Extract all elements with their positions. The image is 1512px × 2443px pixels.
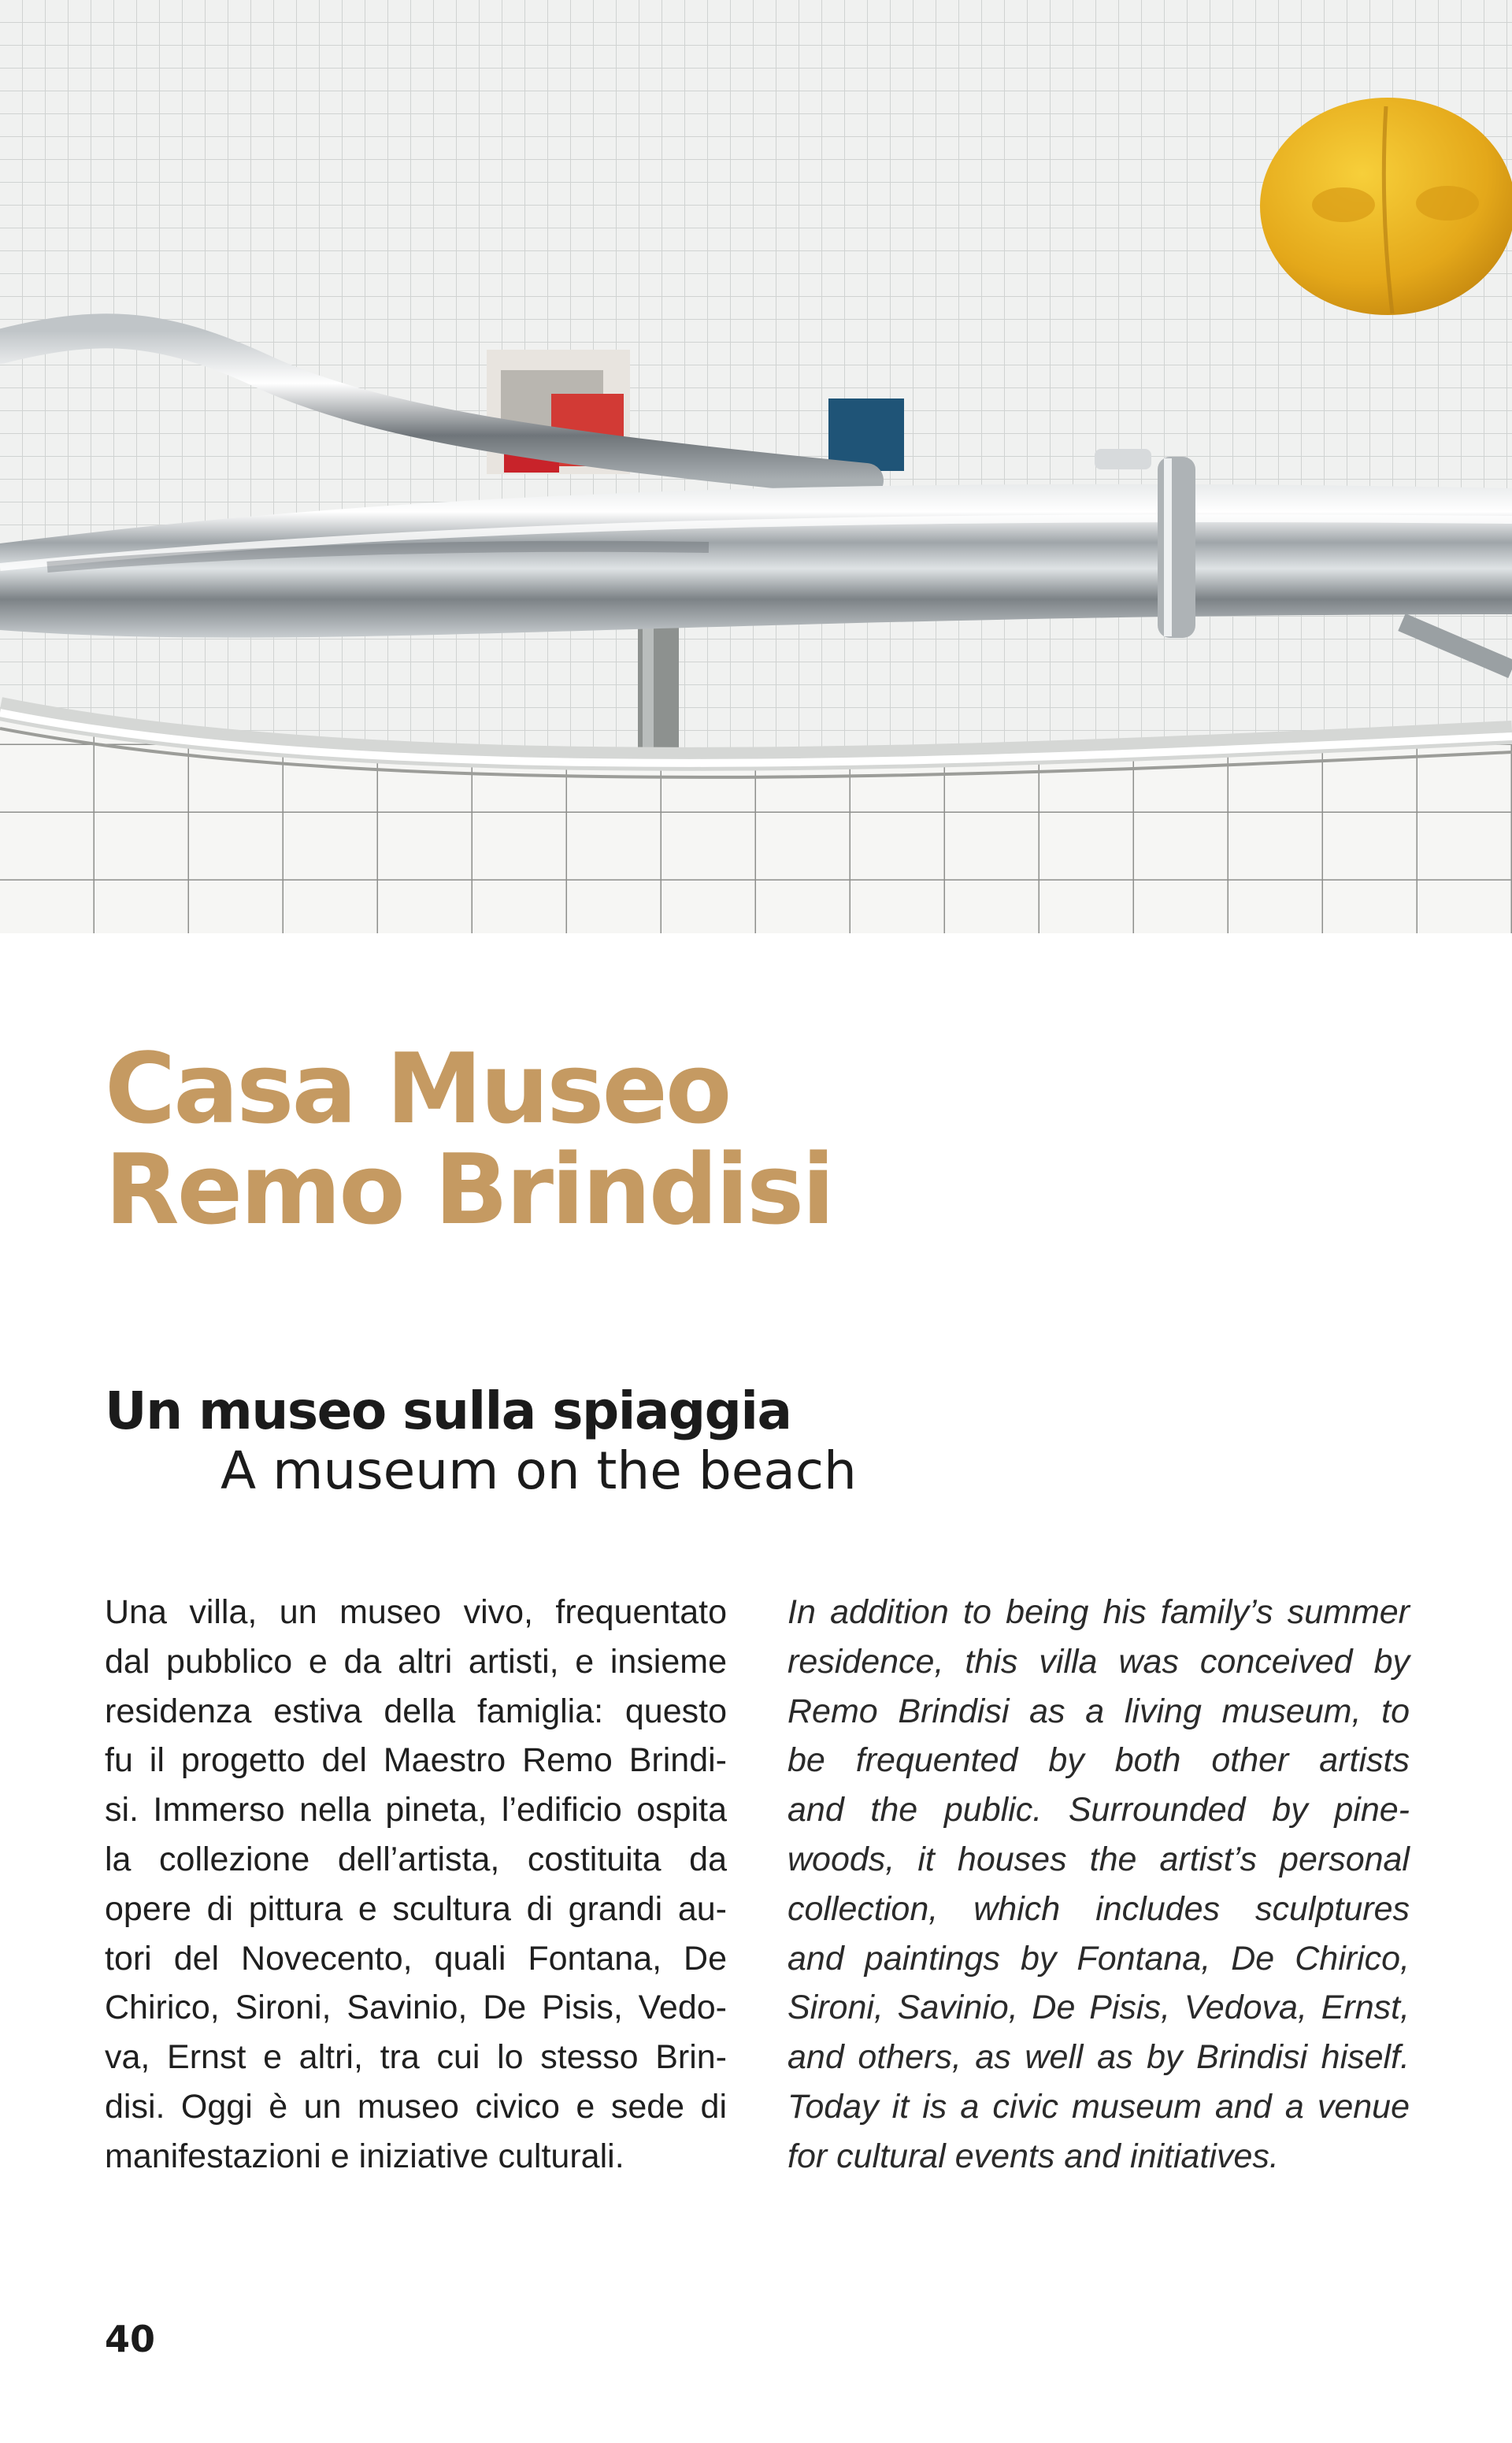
text-line: tori del Novecento, quali Fontana, De — [105, 1939, 727, 1978]
text-line: In addition to being his family’s summer — [788, 1593, 1410, 1631]
text-line: disi. Oggi è un museo civico e sede di — [105, 2087, 727, 2126]
text-line: and paintings by Fontana, De Chirico, — [788, 1939, 1410, 1978]
text-line: Chirico, Sironi, Savinio, De Pisis, Vedo- — [105, 1989, 727, 2027]
page-number: 40 — [105, 2318, 156, 2360]
text-line: Sironi, Savinio, De Pisis, Vedova, Ernst, — [788, 1989, 1410, 2027]
text-line: opere di pittura e scultura di grandi au- — [105, 1889, 727, 1928]
page-title — [105, 1033, 833, 1247]
text-line: manifestazioni e iniziative culturali. — [105, 2137, 624, 2175]
text-line: va, Ernst e altri, tra cui lo stesso Brin- — [105, 2038, 727, 2077]
title-line-2: Remo Brindisi — [105, 1134, 833, 1247]
subtitle-italian: Un museo sulla spiaggia — [105, 1381, 791, 1441]
text-line: and others, as well as by Brindisi hiself. — [788, 2038, 1410, 2077]
text-line: Remo Brindisi as a living museum, to — [788, 1692, 1410, 1730]
text-line: be frequented by both other artists — [788, 1741, 1410, 1780]
text-line: si. Immerso nella pineta, l’edificio ospita — [105, 1791, 727, 1829]
text-line: Una villa, un museo vivo, frequentato — [105, 1593, 727, 1631]
text-line: fu il progetto del Maestro Remo Brindi- — [105, 1741, 727, 1780]
subtitle-english: A museum on the beach — [220, 1440, 857, 1501]
text-line: residence, this villa was conceived by — [788, 1642, 1410, 1681]
text-line: collection, which includes sculptures — [788, 1889, 1410, 1928]
body-text-english — [788, 1588, 1410, 2182]
text-line: woods, it houses the artist’s personal — [788, 1840, 1410, 1878]
body-text-italian — [105, 1588, 727, 2182]
text-line: and the public. Surrounded by pine- — [788, 1791, 1410, 1829]
title-line-1: Casa Museo — [105, 1033, 730, 1146]
text-line: dal pubblico e da altri artisti, e insieme — [105, 1642, 727, 1681]
text-line: for cultural events and initiatives. — [788, 2137, 1279, 2175]
museum-interior-photo — [0, 0, 1512, 933]
text-line: Today it is a civic museum and a venue — [788, 2087, 1410, 2126]
text-line: la collezione dell’artista, costituita da — [105, 1840, 727, 1878]
text-line: residenza estiva della famiglia: questo — [105, 1692, 727, 1730]
